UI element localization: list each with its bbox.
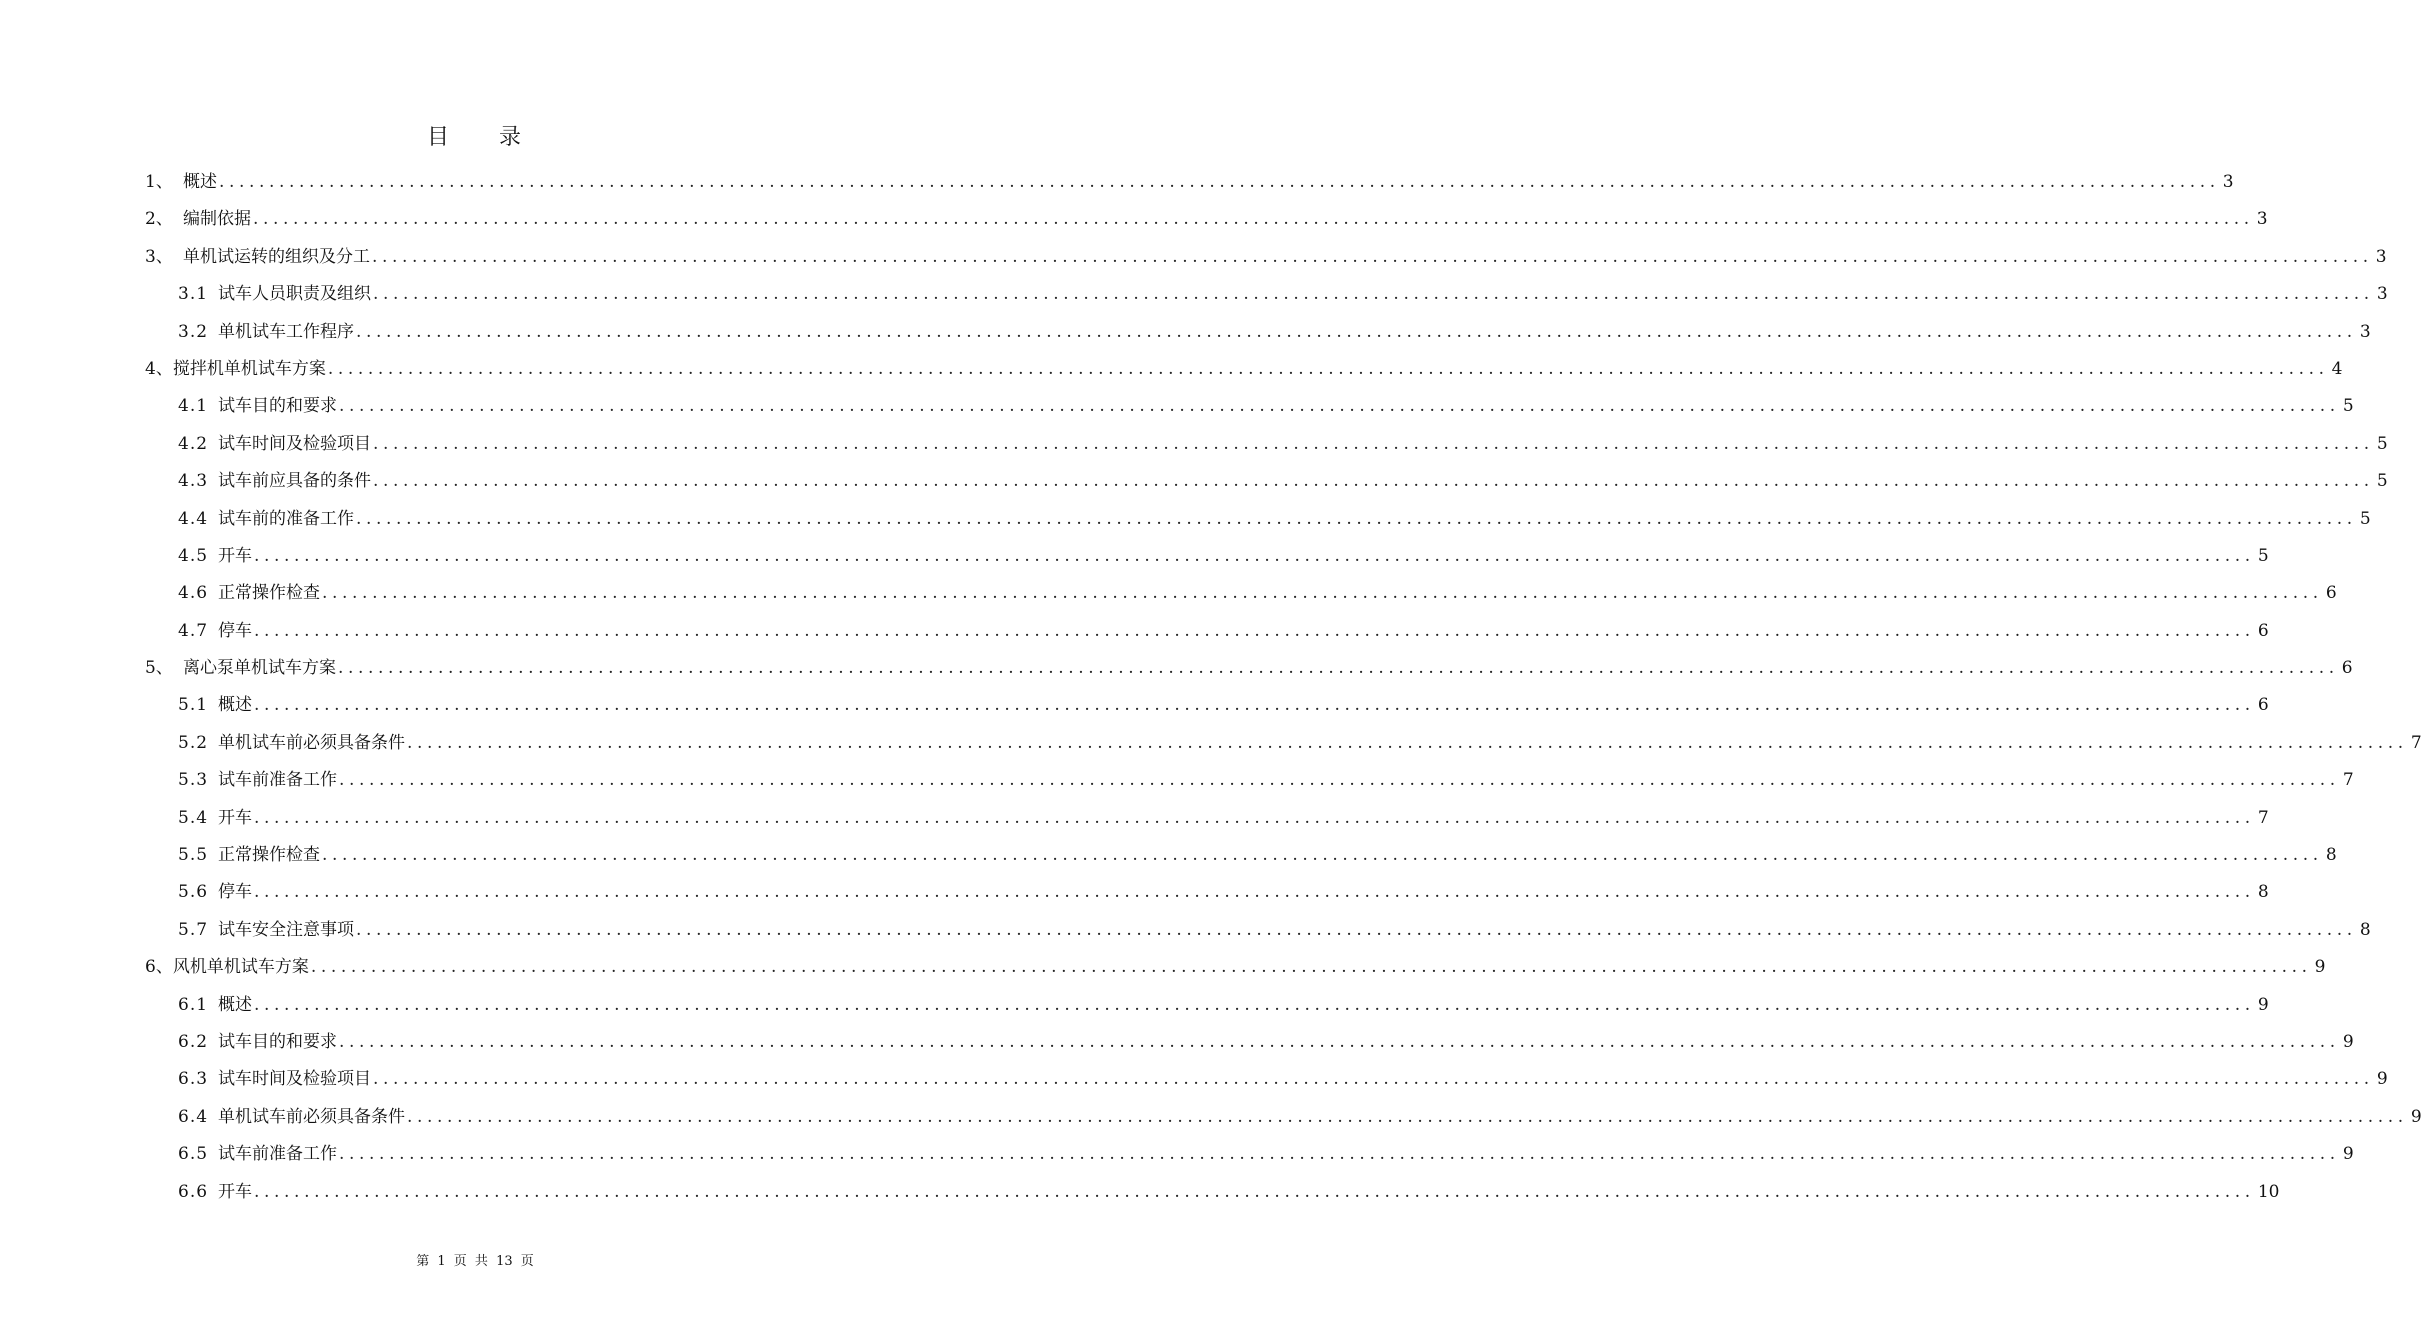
toc-entry-page-number: 7 bbox=[2257, 807, 2269, 828]
toc-entry-number: 4.2 bbox=[178, 433, 209, 454]
toc-dot-leader: ........................................................................................................................................................................................................ bbox=[339, 396, 2340, 417]
toc-entry[interactable] bbox=[145, 501, 2371, 538]
toc-entry-label: 开车 bbox=[218, 1181, 253, 1202]
toc-entry[interactable] bbox=[145, 613, 2269, 650]
footer-mid: 页 共 bbox=[453, 1254, 488, 1269]
toc-dot-leader: ........................................................................................................................................................................................................ bbox=[356, 508, 2357, 529]
toc-entry-label: 编制依据 bbox=[183, 209, 251, 230]
toc-entry-number: 5.1 bbox=[178, 695, 209, 716]
toc-entry-page-number: 5 bbox=[2342, 396, 2354, 417]
toc-entry-page-number: 8 bbox=[2359, 919, 2371, 940]
toc-entry-label: 正常操作检查 bbox=[218, 583, 321, 604]
toc-dot-leader: ........................................................................................................................................................................................................ bbox=[356, 919, 2357, 940]
toc-entry-page-number: 6 bbox=[2257, 620, 2269, 641]
toc-dot-leader: ........................................................................................................................................................................................................ bbox=[254, 807, 2255, 828]
toc-entry-number: 6.3 bbox=[178, 1069, 209, 1090]
toc-dot-leader: ........................................................................................................................................................................................................ bbox=[254, 620, 2255, 641]
toc-entry-label: 试车时间及检验项目 bbox=[218, 433, 372, 454]
toc-entry-number: 4、 bbox=[145, 358, 173, 379]
toc-entry-label: 搅拌机单机试车方案 bbox=[172, 358, 326, 379]
toc-entry-number: 4.3 bbox=[178, 471, 209, 492]
toc-entry[interactable] bbox=[145, 426, 2388, 463]
toc-entry-page-number: 7 bbox=[2410, 732, 2422, 753]
toc-entry-page-number: 5 bbox=[2359, 508, 2371, 529]
toc-entry[interactable] bbox=[145, 949, 2326, 986]
table-of-contents bbox=[145, 164, 2422, 1211]
toc-entry[interactable] bbox=[145, 276, 2388, 313]
toc-dot-leader: ........................................................................................................................................................................................................ bbox=[219, 172, 2220, 192]
toc-dot-leader: ........................................................................................................................................................................................................ bbox=[254, 545, 2255, 566]
toc-entry-label: 概述 bbox=[218, 695, 253, 716]
toc-entry-page-number: 8 bbox=[2325, 845, 2337, 866]
toc-entry[interactable] bbox=[145, 538, 2269, 575]
toc-title-char-2: 录 bbox=[499, 125, 524, 150]
toc-dot-leader: ........................................................................................................................................................................................................ bbox=[254, 695, 2255, 716]
toc-entry[interactable] bbox=[145, 1174, 2280, 1211]
toc-entry-label: 单机试运转的组织及分工 bbox=[183, 246, 370, 267]
toc-entry-page-number: 7 bbox=[2342, 770, 2354, 791]
toc-dot-leader: ........................................................................................................................................................................................................ bbox=[254, 882, 2255, 903]
toc-entry[interactable] bbox=[145, 314, 2371, 351]
toc-dot-leader: ........................................................................................................................................................................................................ bbox=[339, 770, 2340, 791]
toc-entry-page-number: 9 bbox=[2410, 1106, 2422, 1127]
toc-entry-label: 试车前应具备的条件 bbox=[218, 471, 372, 492]
footer-suffix: 页 bbox=[520, 1254, 534, 1269]
toc-entry-label: 试车时间及检验项目 bbox=[218, 1069, 372, 1090]
toc-entry[interactable] bbox=[145, 239, 2387, 276]
toc-entry-page-number: 3 bbox=[2359, 321, 2371, 342]
toc-entry-label: 单机试车前必须具备条件 bbox=[218, 1106, 406, 1127]
toc-dot-leader: ........................................................................................................................................................................................................ bbox=[372, 246, 2373, 267]
toc-entry-label: 概述 bbox=[183, 172, 217, 192]
toc-entry-number: 2、 bbox=[145, 209, 173, 230]
toc-entry-label: 试车目的和要求 bbox=[218, 1031, 338, 1052]
toc-entry[interactable] bbox=[145, 351, 2343, 388]
toc-entry[interactable] bbox=[145, 201, 2268, 238]
toc-entry-page-number: 3 bbox=[2376, 284, 2388, 305]
toc-dot-leader: ........................................................................................................................................................................................................ bbox=[322, 583, 2323, 604]
toc-dot-leader: ........................................................................................................................................................................................................ bbox=[407, 1106, 2408, 1127]
toc-entry-label: 风机单机试车方案 bbox=[172, 957, 309, 978]
toc-entry-page-number: 5 bbox=[2257, 545, 2269, 566]
toc-entry[interactable] bbox=[145, 687, 2269, 724]
toc-entry-number: 5.2 bbox=[178, 732, 209, 753]
toc-entry-number: 5.4 bbox=[178, 807, 209, 828]
toc-entry-page-number: 6 bbox=[2257, 695, 2269, 716]
toc-entry[interactable] bbox=[145, 725, 2422, 762]
toc-entry-number: 3、 bbox=[145, 246, 173, 267]
toc-entry-number: 5.3 bbox=[178, 770, 209, 791]
toc-entry-label: 停车 bbox=[218, 882, 253, 903]
toc-entry-label: 试车人员职责及组织 bbox=[218, 284, 372, 305]
toc-entry-number: 6.4 bbox=[178, 1106, 209, 1127]
toc-entry-number: 3.2 bbox=[178, 321, 209, 342]
toc-entry-page-number: 10 bbox=[2257, 1181, 2280, 1202]
toc-entry-number: 5.5 bbox=[178, 845, 209, 866]
toc-dot-leader: ........................................................................................................................................................................................................ bbox=[407, 732, 2408, 753]
footer-prefix: 第 bbox=[416, 1254, 430, 1269]
toc-entry-label: 试车前的准备工作 bbox=[218, 508, 355, 529]
toc-entry-number: 4.1 bbox=[178, 396, 209, 417]
toc-entry[interactable] bbox=[145, 1099, 2422, 1136]
toc-entry-page-number: 5 bbox=[2376, 433, 2388, 454]
toc-dot-leader: ........................................................................................................................................................................................................ bbox=[356, 321, 2357, 342]
toc-dot-leader: ........................................................................................................................................................................................................ bbox=[339, 1031, 2340, 1052]
footer-total-pages: 13 bbox=[496, 1254, 513, 1269]
toc-entry[interactable] bbox=[145, 1024, 2354, 1061]
toc-entry-label: 试车前准备工作 bbox=[218, 770, 338, 791]
toc-title-char-1: 目 bbox=[426, 125, 451, 150]
toc-entry-page-number: 6 bbox=[2325, 583, 2337, 604]
toc-entry-number: 4.5 bbox=[178, 545, 209, 566]
toc-entry-label: 单机试车工作程序 bbox=[218, 321, 355, 342]
toc-dot-leader: ........................................................................................................................................................................................................ bbox=[254, 1181, 2255, 1202]
toc-dot-leader: ........................................................................................................................................................................................................ bbox=[322, 845, 2323, 866]
toc-entry-page-number: 4 bbox=[2331, 358, 2343, 379]
toc-entry-label: 开车 bbox=[218, 807, 253, 828]
toc-entry-page-number: 8 bbox=[2257, 882, 2269, 903]
toc-entry[interactable] bbox=[145, 987, 2269, 1024]
footer-current-page: 1 bbox=[437, 1254, 446, 1269]
toc-entry-label: 停车 bbox=[218, 620, 253, 641]
toc-entry-page-number: 6 bbox=[2341, 658, 2353, 679]
toc-dot-leader: ........................................................................................................................................................................................................ bbox=[373, 1069, 2374, 1090]
toc-dot-leader: ........................................................................................................................................................................................................ bbox=[310, 957, 2312, 978]
toc-entry[interactable] bbox=[145, 837, 2337, 874]
toc-entry-number: 6.1 bbox=[178, 994, 209, 1015]
toc-entry-number: 6.6 bbox=[178, 1181, 209, 1202]
toc-entry-number: 6、 bbox=[145, 957, 173, 978]
toc-entry-number: 3.1 bbox=[178, 284, 209, 305]
toc-entry-page-number: 9 bbox=[2342, 1031, 2354, 1052]
toc-entry-number: 4.6 bbox=[178, 583, 209, 604]
toc-dot-leader: ........................................................................................................................................................................................................ bbox=[373, 433, 2374, 454]
toc-dot-leader: ........................................................................................................................................................................................................ bbox=[338, 658, 2339, 679]
toc-entry-label: 试车安全注意事项 bbox=[218, 919, 355, 940]
toc-entry-label: 单机试车前必须具备条件 bbox=[218, 732, 406, 753]
toc-entry-number: 1、 bbox=[145, 172, 173, 192]
toc-entry[interactable] bbox=[145, 1136, 2354, 1173]
toc-entry-page-number: 3 bbox=[2256, 209, 2268, 230]
toc-entry-number: 5.6 bbox=[178, 882, 209, 903]
toc-entry[interactable] bbox=[145, 650, 2353, 687]
toc-dot-leader: ........................................................................................................................................................................................................ bbox=[373, 284, 2374, 305]
toc-entry[interactable] bbox=[145, 463, 2388, 500]
toc-entry-page-number: 9 bbox=[2376, 1069, 2388, 1090]
toc-title bbox=[0, 120, 950, 151]
toc-entry-number: 5、 bbox=[145, 658, 173, 679]
toc-entry[interactable] bbox=[145, 800, 2269, 837]
toc-dot-leader: ........................................................................................................................................................................................................ bbox=[373, 471, 2374, 492]
page-footer bbox=[0, 1250, 950, 1269]
toc-entry-page-number: 5 bbox=[2376, 471, 2388, 492]
toc-entry-number: 5.7 bbox=[178, 919, 209, 940]
toc-entry[interactable] bbox=[145, 388, 2354, 425]
toc-entry[interactable] bbox=[145, 164, 2234, 201]
toc-dot-leader: ........................................................................................................................................................................................................ bbox=[254, 994, 2255, 1015]
toc-entry-label: 开车 bbox=[218, 545, 253, 566]
toc-entry[interactable] bbox=[145, 575, 2337, 612]
toc-entry[interactable] bbox=[145, 762, 2354, 799]
toc-entry-page-number: 9 bbox=[2257, 994, 2269, 1015]
toc-entry-page-number: 9 bbox=[2314, 957, 2326, 978]
toc-entry-label: 试车目的和要求 bbox=[218, 396, 338, 417]
toc-entry-label: 概述 bbox=[218, 994, 253, 1015]
toc-entry-number: 4.4 bbox=[178, 508, 209, 529]
toc-dot-leader: ........................................................................................................................................................................................................ bbox=[339, 1144, 2340, 1165]
toc-entry-label: 离心泵单机试车方案 bbox=[183, 658, 336, 679]
toc-entry[interactable] bbox=[145, 874, 2269, 911]
toc-entry-number: 4.7 bbox=[178, 620, 209, 641]
toc-entry-page-number: 3 bbox=[2375, 246, 2387, 267]
toc-entry[interactable] bbox=[145, 1061, 2388, 1098]
toc-entry-number: 6.2 bbox=[178, 1031, 209, 1052]
toc-entry-label: 试车前准备工作 bbox=[218, 1144, 338, 1165]
toc-entry-page-number: 3 bbox=[2222, 172, 2234, 192]
toc-dot-leader: ........................................................................................................................................................................................................ bbox=[253, 209, 2254, 230]
toc-dot-leader: ........................................................................................................................................................................................................ bbox=[327, 358, 2329, 379]
toc-entry[interactable] bbox=[145, 912, 2371, 949]
toc-entry-page-number: 9 bbox=[2342, 1144, 2354, 1165]
toc-entry-number: 6.5 bbox=[178, 1144, 209, 1165]
toc-entry-label: 正常操作检查 bbox=[218, 845, 321, 866]
